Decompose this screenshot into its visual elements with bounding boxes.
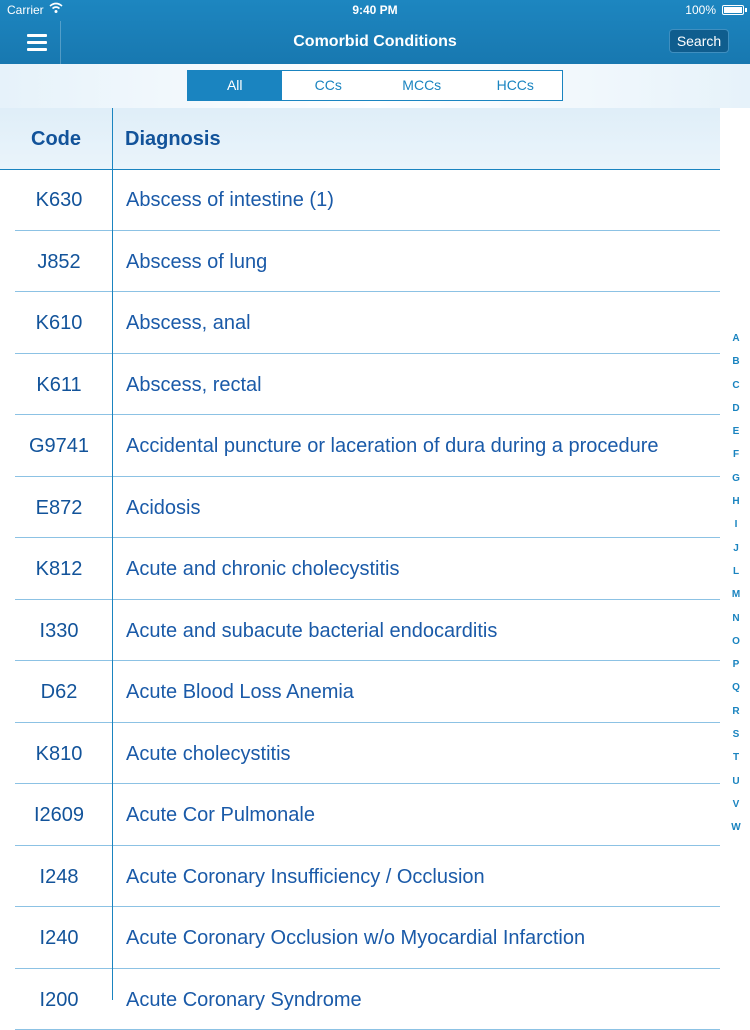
navigation-bar: [0, 0, 750, 64]
search-button[interactable]: Search: [669, 29, 729, 53]
row-diagnosis: Abscess of intestine (1): [126, 189, 334, 212]
table-row[interactable]: [0, 354, 720, 416]
row-code: I2609: [0, 804, 118, 827]
status-time: 9:40 PM: [0, 3, 750, 17]
index-letter[interactable]: T: [724, 752, 748, 775]
table-row[interactable]: [0, 292, 720, 354]
table-header: [0, 108, 720, 170]
index-letter[interactable]: W: [724, 822, 748, 845]
index-letter[interactable]: B: [724, 356, 748, 379]
row-diagnosis: Acute Coronary Insufficiency / Occlusion: [126, 866, 485, 889]
battery-tip-icon: [745, 8, 747, 12]
page-title: Comorbid Conditions: [0, 33, 750, 51]
row-code: J852: [0, 251, 118, 274]
index-letter[interactable]: G: [724, 473, 748, 496]
table-row[interactable]: [0, 846, 720, 908]
segmented-control: [187, 70, 563, 101]
index-letter[interactable]: C: [724, 380, 748, 403]
table-row[interactable]: [0, 600, 720, 662]
segment-mccs[interactable]: MCCs: [375, 71, 469, 100]
index-letter[interactable]: H: [724, 496, 748, 519]
index-letter[interactable]: I: [724, 519, 748, 542]
row-diagnosis: Abscess, anal: [126, 312, 251, 335]
carrier-label: Carrier: [7, 3, 44, 17]
index-letter[interactable]: A: [724, 333, 748, 356]
conditions-table: [0, 169, 720, 1030]
table-row[interactable]: [0, 907, 720, 969]
segment-all[interactable]: All: [188, 71, 282, 100]
segment-ccs[interactable]: CCs: [282, 71, 376, 100]
row-diagnosis: Acidosis: [126, 497, 200, 520]
index-letter[interactable]: N: [724, 613, 748, 636]
table-row[interactable]: [0, 415, 720, 477]
index-letter[interactable]: L: [724, 566, 748, 589]
row-code: K812: [0, 558, 118, 581]
row-code: K810: [0, 743, 118, 766]
table-row[interactable]: [0, 723, 720, 785]
row-diagnosis: Acute Blood Loss Anemia: [126, 681, 354, 704]
row-diagnosis: Acute cholecystitis: [126, 743, 291, 766]
row-diagnosis: Acute Cor Pulmonale: [126, 804, 315, 827]
index-letter[interactable]: D: [724, 403, 748, 426]
index-letter[interactable]: J: [724, 543, 748, 566]
index-letter[interactable]: O: [724, 636, 748, 659]
code-column-header: Code: [0, 128, 112, 151]
row-code: I200: [0, 989, 118, 1012]
index-letter[interactable]: U: [724, 776, 748, 799]
row-code: D62: [0, 681, 118, 704]
index-letter[interactable]: V: [724, 799, 748, 822]
index-letter[interactable]: M: [724, 589, 748, 612]
row-code: K610: [0, 312, 118, 335]
table-row[interactable]: [0, 969, 720, 1030]
row-code: I240: [0, 927, 118, 950]
table-row[interactable]: [0, 169, 720, 231]
row-diagnosis: Accidental puncture or laceration of dura during a procedure: [126, 435, 659, 458]
table-row[interactable]: [0, 538, 720, 600]
index-letter[interactable]: Q: [724, 682, 748, 705]
status-bar: [0, 0, 750, 20]
row-code: K611: [0, 374, 118, 397]
row-diagnosis: Abscess of lung: [126, 251, 267, 274]
index-letter[interactable]: F: [724, 449, 748, 472]
diagnosis-column-header: Diagnosis: [125, 128, 221, 151]
row-diagnosis: Acute and subacute bacterial endocarditis: [126, 620, 497, 643]
row-diagnosis: Abscess, rectal: [126, 374, 262, 397]
column-divider: [112, 108, 113, 1000]
table-row[interactable]: [0, 784, 720, 846]
row-code: I248: [0, 866, 118, 889]
index-letter[interactable]: E: [724, 426, 748, 449]
row-diagnosis: Acute Coronary Occlusion w/o Myocardial Infarction: [126, 927, 585, 950]
section-index[interactable]: [724, 333, 748, 846]
row-code: K630: [0, 189, 118, 212]
row-code: I330: [0, 620, 118, 643]
segment-hccs[interactable]: HCCs: [469, 71, 563, 100]
row-diagnosis: Acute and chronic cholecystitis: [126, 558, 399, 581]
table-row[interactable]: [0, 661, 720, 723]
battery-percentage: 100%: [685, 3, 716, 17]
table-row[interactable]: [0, 477, 720, 539]
table-row[interactable]: [0, 231, 720, 293]
battery-icon: [722, 5, 744, 15]
index-letter[interactable]: P: [724, 659, 748, 682]
index-letter[interactable]: R: [724, 706, 748, 729]
row-diagnosis: Acute Coronary Syndrome: [126, 989, 362, 1012]
row-code: G9741: [0, 435, 118, 458]
index-letter[interactable]: S: [724, 729, 748, 752]
row-code: E872: [0, 497, 118, 520]
